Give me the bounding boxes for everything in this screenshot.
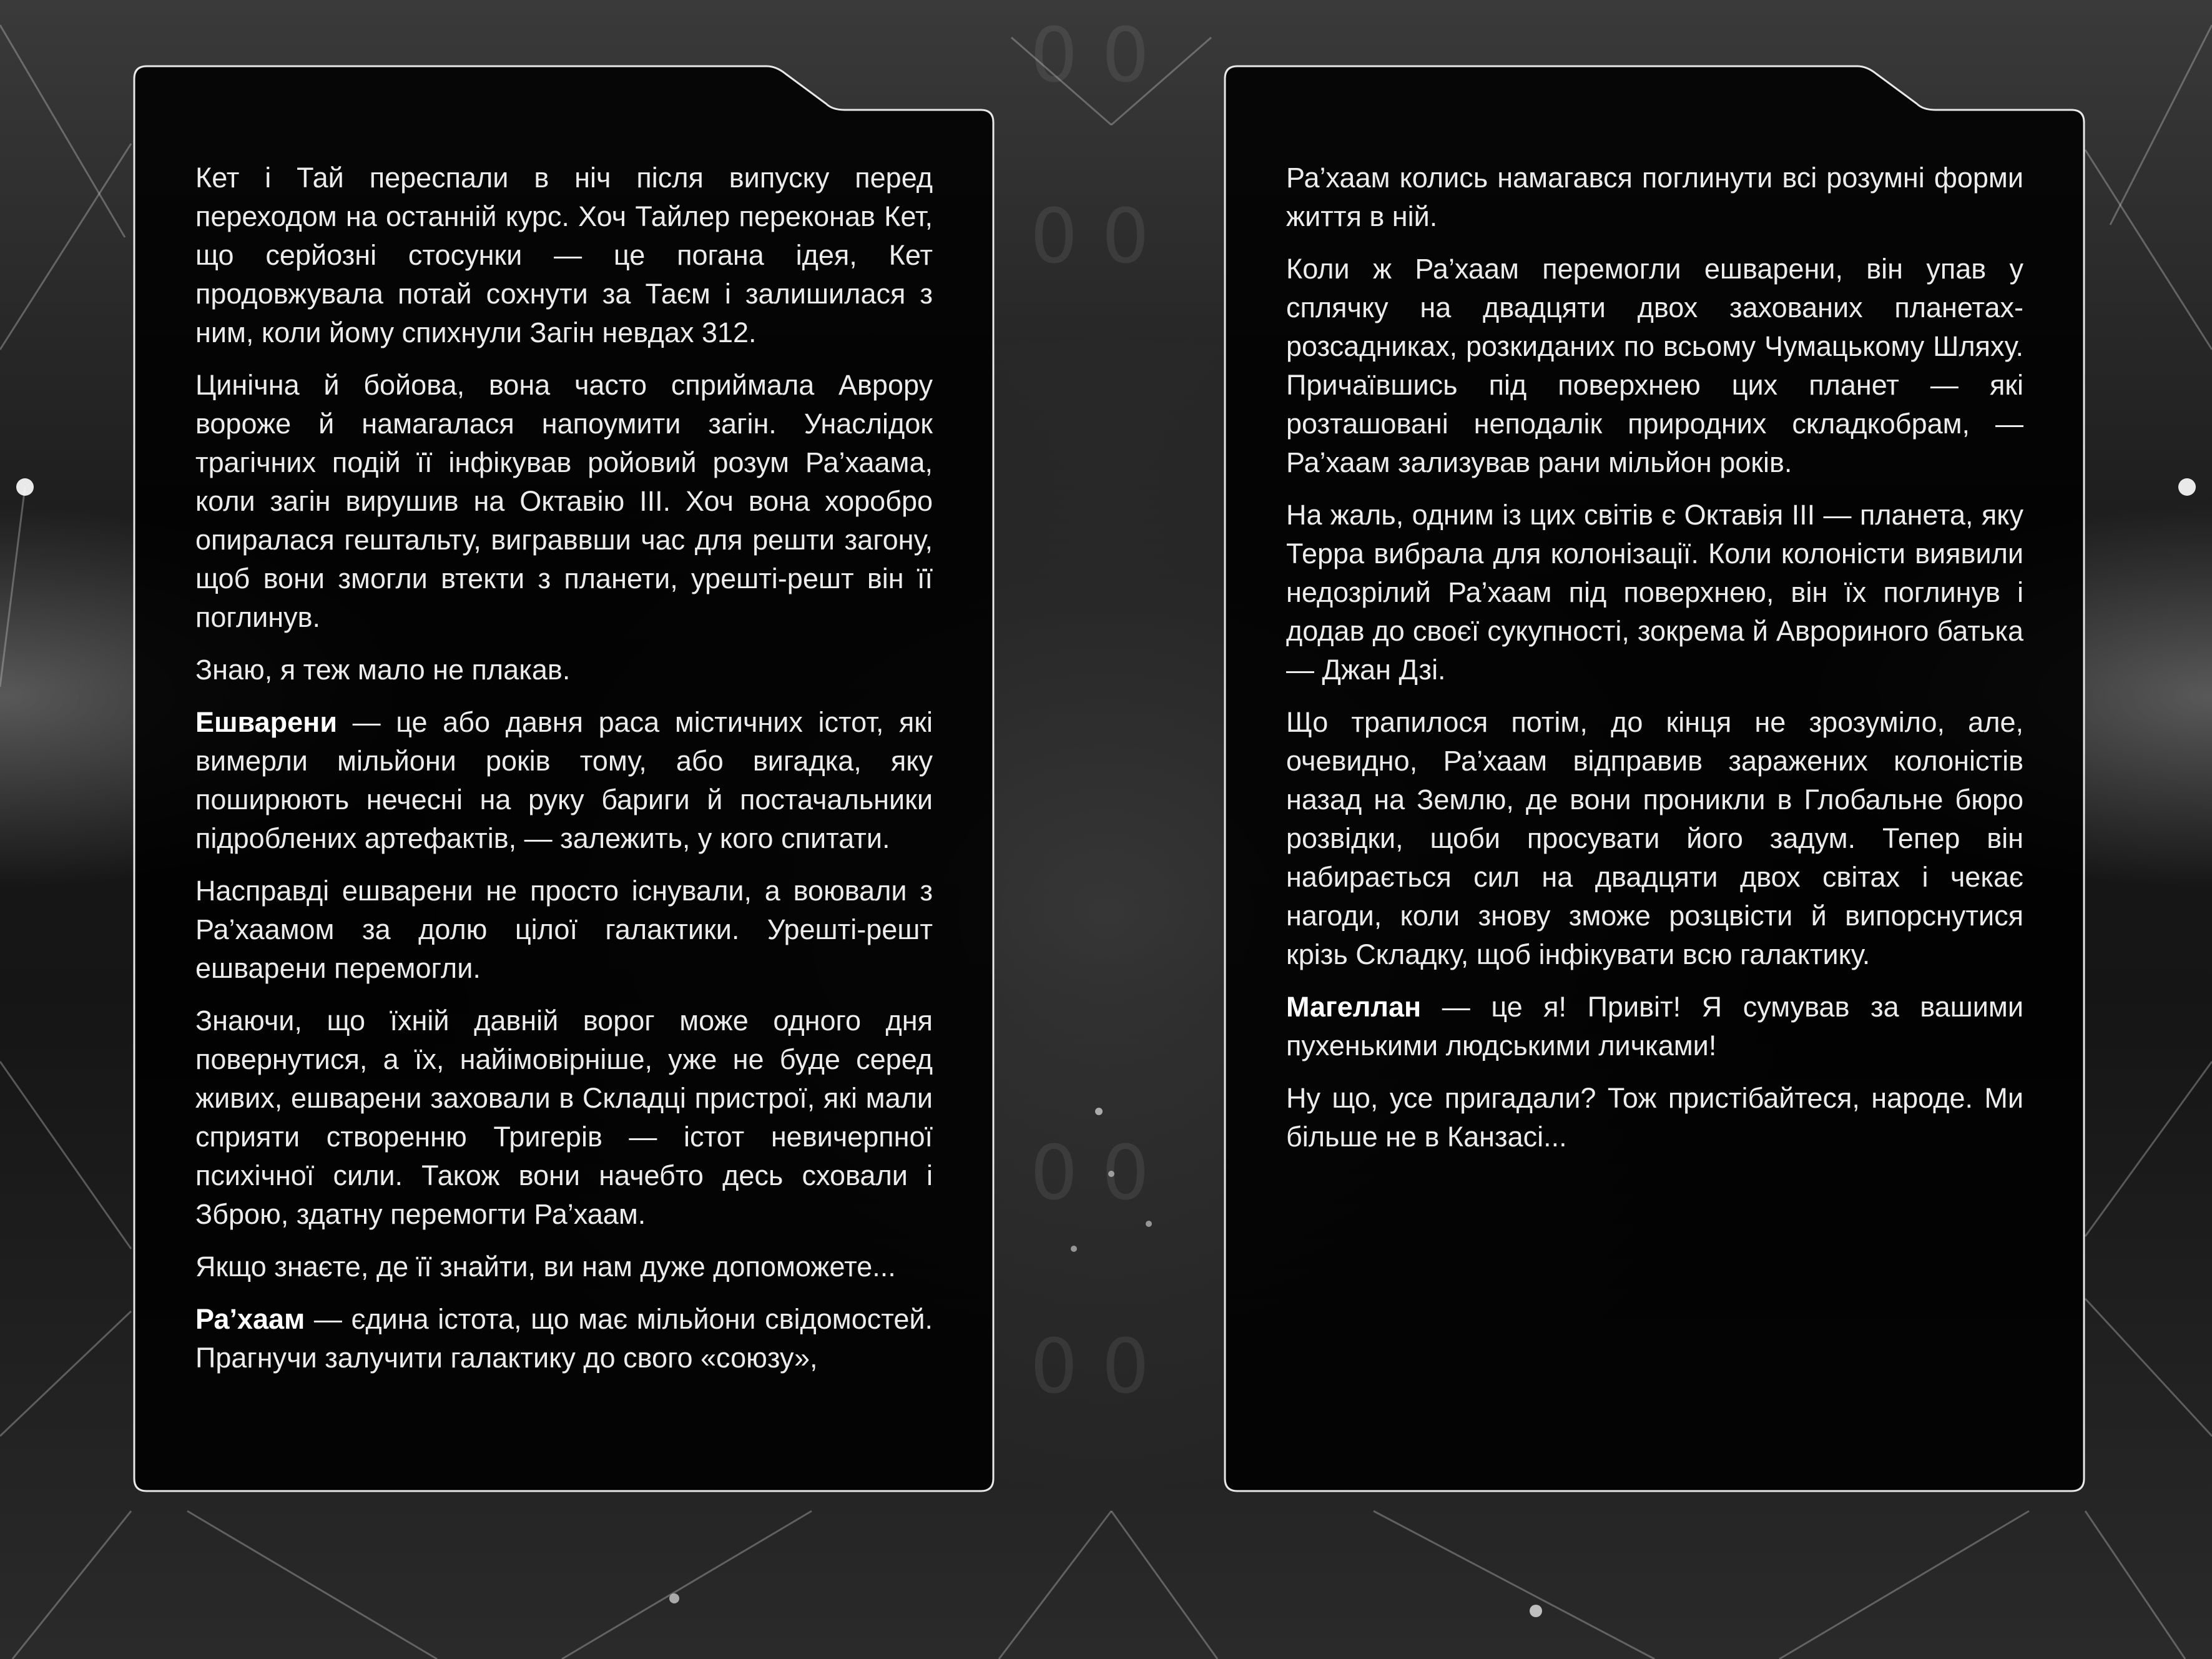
paragraph <box>195 872 933 988</box>
svg-text:0 0: 0 0 <box>1030 1324 1149 1410</box>
paragraph-text: Коли ж Ра’хаам перемогли ешварени, він упав у сплячку на двадцяти двох захованих планетах-розсадниках, розкиданих по всьому Чумацькому Шляху. Причаївшись під поверхнею цих планет — які розташовані неподалік природних складкобрам, — Ра’хаам зализував рани мільйон років. <box>1286 253 2023 478</box>
paragraph <box>1286 988 2023 1065</box>
paragraph-text: — це або давня раса містичних істот, які вимерли мільйони років тому, або вигадка, яку поширюють нечесні на руку бариги й постачальники підроблених артефактів, — залежить, у кого спитати. <box>195 706 933 854</box>
right-text-panel <box>1224 65 2085 1492</box>
paragraph <box>195 651 933 689</box>
paragraph-text: — єдина істота, що має мільйони свідомостей. Прагнучи залучити галактику до свого «союзу», <box>195 1303 933 1374</box>
paragraph-text: Кет і Тай переспали в ніч після випуску перед переходом на останній курс. Хоч Тайлер переконав Кет, що серйозні стосунки — це погана ідея, Кет продовжувала потай сохнути за Таєм і залишилася з ним, коли йому спихнули Загін невдах 312. <box>195 162 933 348</box>
glossary-term: Ра’хаам <box>195 1303 305 1335</box>
glossary-term: Магеллан <box>1286 991 1422 1023</box>
left-text-panel <box>133 65 995 1492</box>
left-body-text <box>195 159 933 1391</box>
paragraph <box>1286 250 2023 482</box>
right-body-text <box>1286 159 2023 1170</box>
glossary-term: Ешварени <box>195 706 337 738</box>
paragraph-text: Ра’хаам колись намагався поглинути всі розумні форми життя в ній. <box>1286 162 2023 232</box>
paragraph <box>1286 703 2023 974</box>
paragraph-text: Насправді ешварени не просто існували, а воювали з Ра’хаамом за долю цілої галактики. Урешті-решт ешварени перемогли. <box>195 875 933 984</box>
paragraph <box>195 1002 933 1234</box>
svg-text:0 0: 0 0 <box>1030 12 1149 99</box>
paragraph <box>195 703 933 858</box>
paragraph <box>195 159 933 352</box>
paragraph <box>195 1300 933 1377</box>
paragraph-text: Знаючи, що їхній давній ворог може одного дня повернутися, а їх, найімовірніше, уже не буде серед живих, ешварени заховали в Складці пристрої, які мали сприяти створенню Тригерів — істот невичерпної психічної сили. Також вони начебто десь сховали і Зброю, здатну перемогти Ра’хаам. <box>195 1005 933 1230</box>
paragraph <box>195 1248 933 1286</box>
paragraph-text: Ну що, усе пригадали? Тож пристібайтеся, народе. Ми більше не в Канзасі... <box>1286 1082 2023 1153</box>
paragraph-text: Цинічна й бойова, вона часто сприймала Аврору вороже й намагалася напоумити загін. Унаслідок трагічних подій її інфікував ройовий розум Ра’хаама, коли загін вирушив на Октавію III. Хоч вона хоробро опиралася гештальту, виграввши час для решти загону, щоб вони змогли втекти з планети, урешті-решт він її поглинув. <box>195 369 933 633</box>
paragraph-text: На жаль, одним із цих світів є Октавія III — планета, яку Терра вибрала для колонізації. Коли колоністи виявили недозрілий Ра’хаам під поверхнею, він їх поглинув і додав до своєї сукупності, зокрема й Аврориного батька — Джан Дзі. <box>1286 499 2023 686</box>
svg-text:0 0: 0 0 <box>1030 194 1149 280</box>
paragraph <box>195 366 933 637</box>
svg-text:0 0: 0 0 <box>1030 1130 1149 1217</box>
paragraph-text: Що трапилося потім, до кінця не зрозуміло, але, очевидно, Ра’хаам відправив заражених колоністів назад на Землю, де вони проникли в Глобальне бюро розвідки, щоби просувати його задум. Тепер він набирається сил на двадцяти двох світах і чекає нагоди, коли знову зможе розцвісти й випорснутися крізь Складку, щоб інфікувати всю галактику. <box>1286 706 2023 970</box>
paragraph <box>1286 1079 2023 1156</box>
paragraph-text: — це я! Привіт! Я сумував за вашими пухенькими людськими личками! <box>1286 991 2023 1061</box>
paragraph <box>1286 159 2023 236</box>
paragraph <box>1286 496 2023 689</box>
paragraph-text: Якщо знаєте, де її знайти, ви нам дуже допоможете... <box>195 1251 896 1282</box>
paragraph-text: Знаю, я теж мало не плакав. <box>195 654 571 686</box>
